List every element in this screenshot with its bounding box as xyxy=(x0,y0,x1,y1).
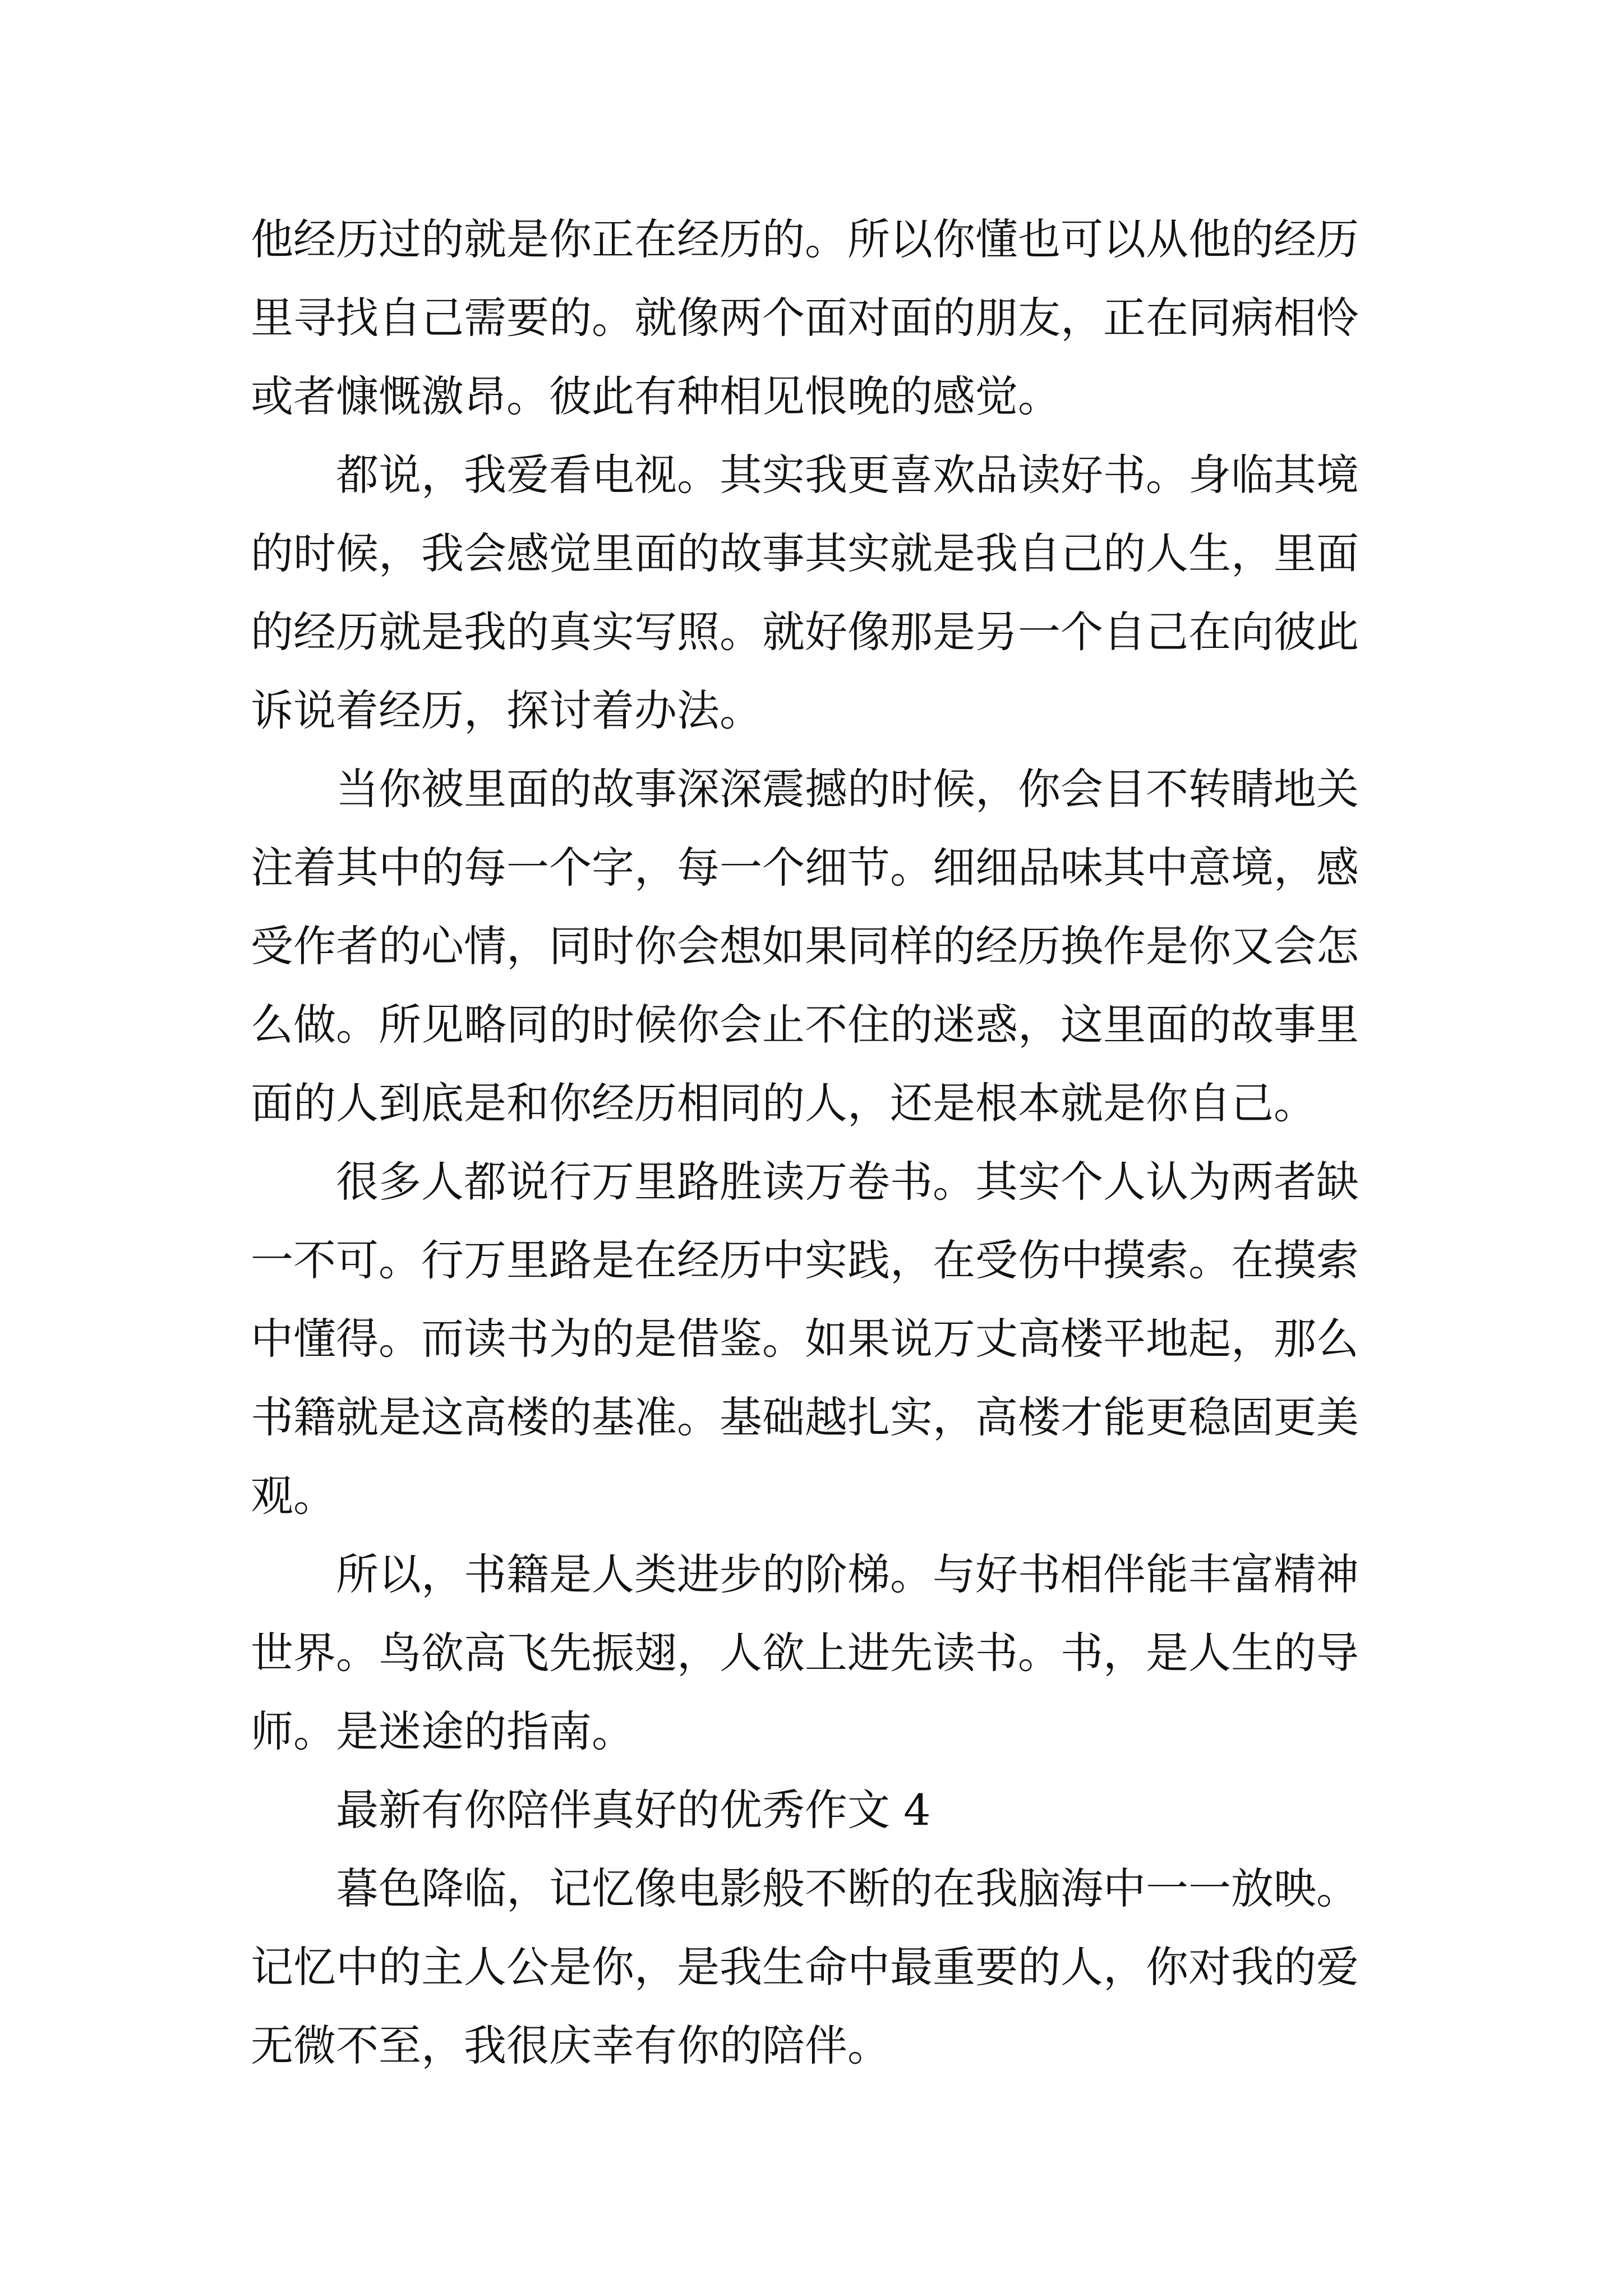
text-line: 注着其中的每一个字，每一个细节。细细品味其中意境，感 xyxy=(251,843,1359,892)
text-line: 所以，书籍是人类进步的阶梯。与好书相伴能丰富精神 xyxy=(336,1549,1359,1599)
text-line: 中懂得。而读书为的是借鉴。如果说万丈高楼平地起，那么 xyxy=(251,1314,1359,1364)
document-body xyxy=(251,200,1372,2085)
text-line: 的经历就是我的真实写照。就好像那是另一个自己在向彼此 xyxy=(251,607,1359,657)
section-heading: 最新有你陪伴真好的优秀作文 4 xyxy=(336,1785,931,1835)
text-line: 一不可。行万里路是在经历中实践，在受伤中摸索。在摸索 xyxy=(251,1235,1359,1285)
text-line: 当你被里面的故事深深震撼的时候，你会目不转睛地关 xyxy=(336,764,1359,814)
text-line: 暮色降临，记忆像电影般不断的在我脑海中一一放映。 xyxy=(336,1864,1359,1913)
text-line: 都说，我爱看电视。其实我更喜欢品读好书。身临其境 xyxy=(336,450,1359,500)
text-line: 书籍就是这高楼的基准。基础越扎实，高楼才能更稳固更美 xyxy=(251,1392,1359,1442)
text-line: 他经历过的就是你正在经历的。所以你懂也可以从他的经历 xyxy=(251,214,1359,264)
text-line: 师。是迷途的指南。 xyxy=(251,1706,634,1756)
text-line: 很多人都说行万里路胜读万卷书。其实个人认为两者缺 xyxy=(336,1157,1359,1207)
text-line: 的时候，我会感觉里面的故事其实就是我自己的人生，里面 xyxy=(251,528,1359,578)
text-line: 受作者的心情，同时你会想如果同样的经历换作是你又会怎 xyxy=(251,921,1359,971)
text-line: 里寻找自己需要的。就像两个面对面的朋友，正在同病相怜 xyxy=(251,293,1359,343)
text-line: 世界。鸟欲高飞先振翅，人欲上进先读书。书，是人生的导 xyxy=(251,1628,1359,1678)
text-line: 么做。所见略同的时候你会止不住的迷惑，这里面的故事里 xyxy=(251,1000,1359,1050)
text-line: 无微不至，我很庆幸有你的陪伴。 xyxy=(251,2021,890,2070)
text-line: 面的人到底是和你经历相同的人，还是根本就是你自己。 xyxy=(251,1078,1316,1128)
text-line: 记忆中的主人公是你，是我生命中最重要的人，你对我的爱 xyxy=(251,1942,1359,1992)
text-line: 观。 xyxy=(251,1471,336,1521)
text-line: 诉说着经历，探讨着办法。 xyxy=(251,685,762,735)
text-line: 或者慷慨激昂。彼此有种相见恨晚的感觉。 xyxy=(251,371,1061,421)
